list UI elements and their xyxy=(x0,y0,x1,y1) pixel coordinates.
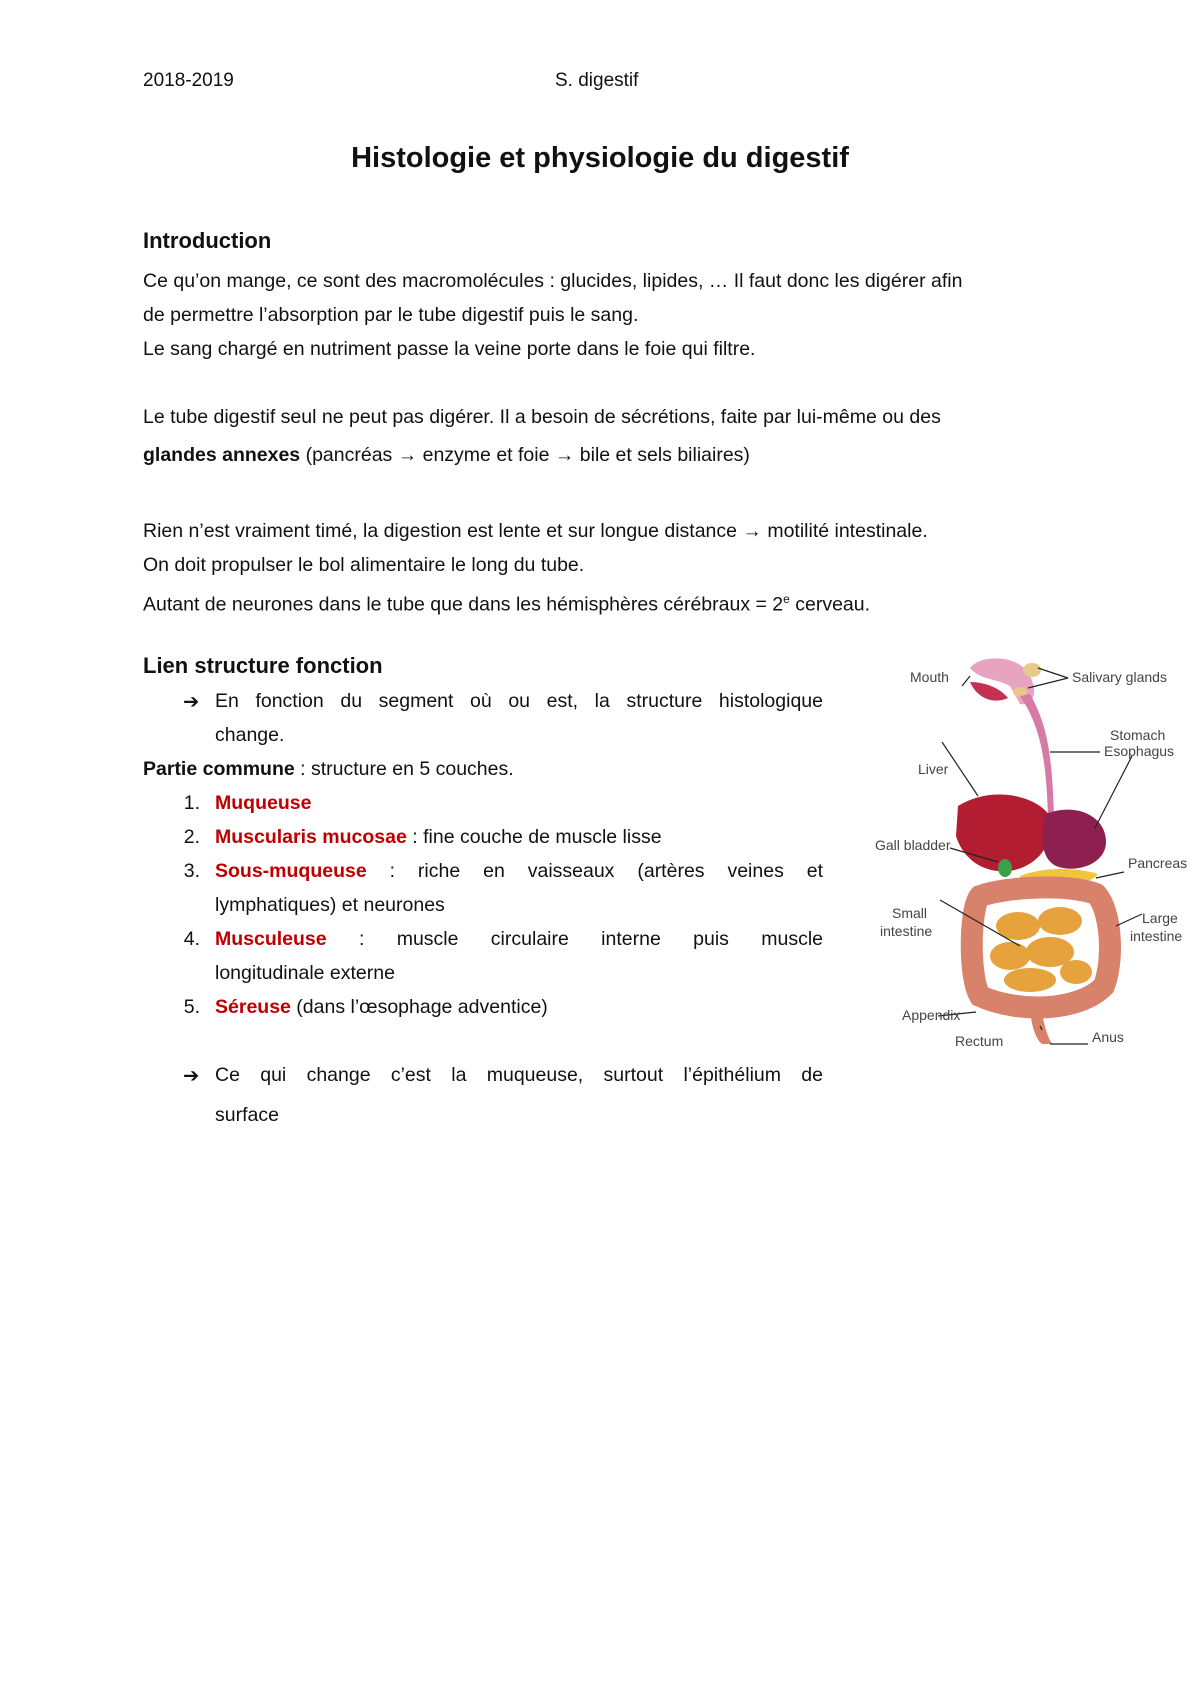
intro-line: Ce qu’on mange, ce sont des macromolécules : glucides, lipides, … Il faut donc les digérer afin xyxy=(143,270,963,292)
label-stomach: Stomach xyxy=(1110,727,1166,743)
lien-heading: Lien structure fonction xyxy=(143,653,383,678)
list-item xyxy=(215,860,823,883)
layer-desc: : muscle circulaire interne puis muscle xyxy=(326,928,823,950)
list-number: 3. xyxy=(183,860,200,882)
intro-text: Autant de neurones dans le tube que dans les hémisphères cérébraux = 2 xyxy=(143,593,784,616)
intro-line xyxy=(143,438,750,472)
intro-line: Rien n’est vraiment timé, la digestion est lente et sur longue distance → motilité intestinale. xyxy=(143,520,928,542)
small-intestine-shape xyxy=(990,907,1092,992)
intro-line: On doit propulser le bol alimentaire le long du tube. xyxy=(143,554,585,576)
list-item xyxy=(215,996,823,1019)
intro-text: (pancréas → enzyme et foie → bile et sels biliaires) xyxy=(300,444,750,466)
label-esophagus: Esophagus xyxy=(1104,743,1175,759)
label-anus: Anus xyxy=(1092,1029,1124,1045)
partie-commune-line xyxy=(143,758,514,781)
stomach-shape xyxy=(1042,810,1106,869)
layer-term: Séreuse xyxy=(215,996,291,1018)
list-item-cont: lymphatiques) et neurones xyxy=(215,894,445,916)
gall-bladder-shape xyxy=(998,859,1012,877)
lien-column xyxy=(143,690,823,1090)
layer-desc: (dans l’œsophage adventice) xyxy=(290,996,548,1018)
bullet-line: change. xyxy=(215,724,285,746)
bullet-line: surface xyxy=(215,1104,279,1126)
glandes-annexes-term: glandes annexes xyxy=(143,444,301,466)
intro-line: Le tube digestif seul ne peut pas digérer. Il a besoin de sécrétions, faite par lui-même ou des xyxy=(143,406,941,428)
partie-commune-text: : structure en 5 couches. xyxy=(294,758,514,780)
header-year: 2018-2019 xyxy=(143,70,234,91)
page-title: Histologie et physiologie du digestif xyxy=(351,142,849,174)
arrow-bullet-icon: ➔ xyxy=(183,1065,200,1087)
label-large-intestine: Large xyxy=(1142,910,1178,926)
label-pancreas: Pancreas xyxy=(1128,855,1188,871)
intro-line: Le sang chargé en nutriment passe la veine porte dans le foie qui filtre. xyxy=(143,338,756,360)
list-number: 1. xyxy=(183,792,200,814)
intro-text: cerveau. xyxy=(789,593,871,616)
bullet-line: En fonction du segment où ou est, la structure histologique xyxy=(215,690,823,712)
layer-term: Muscularis mucosae xyxy=(215,826,407,848)
layer-term: Muqueuse xyxy=(215,792,312,814)
label-mouth: Mouth xyxy=(910,669,949,685)
layer-term: Sous-muqueuse xyxy=(215,860,367,882)
partie-commune-term: Partie commune xyxy=(143,758,295,780)
list-item xyxy=(215,792,823,815)
esophagus-shape xyxy=(1020,694,1054,816)
superscript: e xyxy=(783,592,790,606)
label-large-intestine: intestine xyxy=(1130,928,1183,944)
list-item xyxy=(215,826,823,849)
list-item-cont: longitudinale externe xyxy=(215,962,395,984)
arrow-bullet-icon: ➔ xyxy=(183,691,200,713)
label-appendix: Appendix xyxy=(902,1007,961,1023)
intro-line xyxy=(143,582,870,622)
label-gall-bladder: Gall bladder xyxy=(875,837,951,853)
label-small-intestine: intestine xyxy=(880,923,933,939)
label-rectum: Rectum xyxy=(955,1033,1004,1049)
bullet-line: Ce qui change c’est la muqueuse, surtout l’épithélium de xyxy=(215,1064,823,1086)
header-subject: S. digestif xyxy=(555,70,639,91)
digestive-system-diagram xyxy=(870,646,1190,1066)
tongue-shape xyxy=(970,682,1008,701)
layer-desc: : fine couche de muscle lisse xyxy=(406,826,662,848)
intro-heading: Introduction xyxy=(143,228,272,253)
layer-desc: : riche en vaisseaux (artères veines et xyxy=(366,860,823,882)
intro-line: de permettre l’absorption par le tube digestif puis le sang. xyxy=(143,304,639,326)
salivary-gland-shape xyxy=(1023,663,1041,677)
list-item xyxy=(215,928,823,951)
list-number: 2. xyxy=(183,826,200,848)
label-liver: Liver xyxy=(918,761,949,777)
layer-term: Musculeuse xyxy=(215,928,327,950)
list-number: 4. xyxy=(183,928,200,950)
label-salivary-glands: Salivary glands xyxy=(1072,669,1167,685)
list-number: 5. xyxy=(183,996,200,1018)
label-small-intestine: Small xyxy=(892,905,928,921)
